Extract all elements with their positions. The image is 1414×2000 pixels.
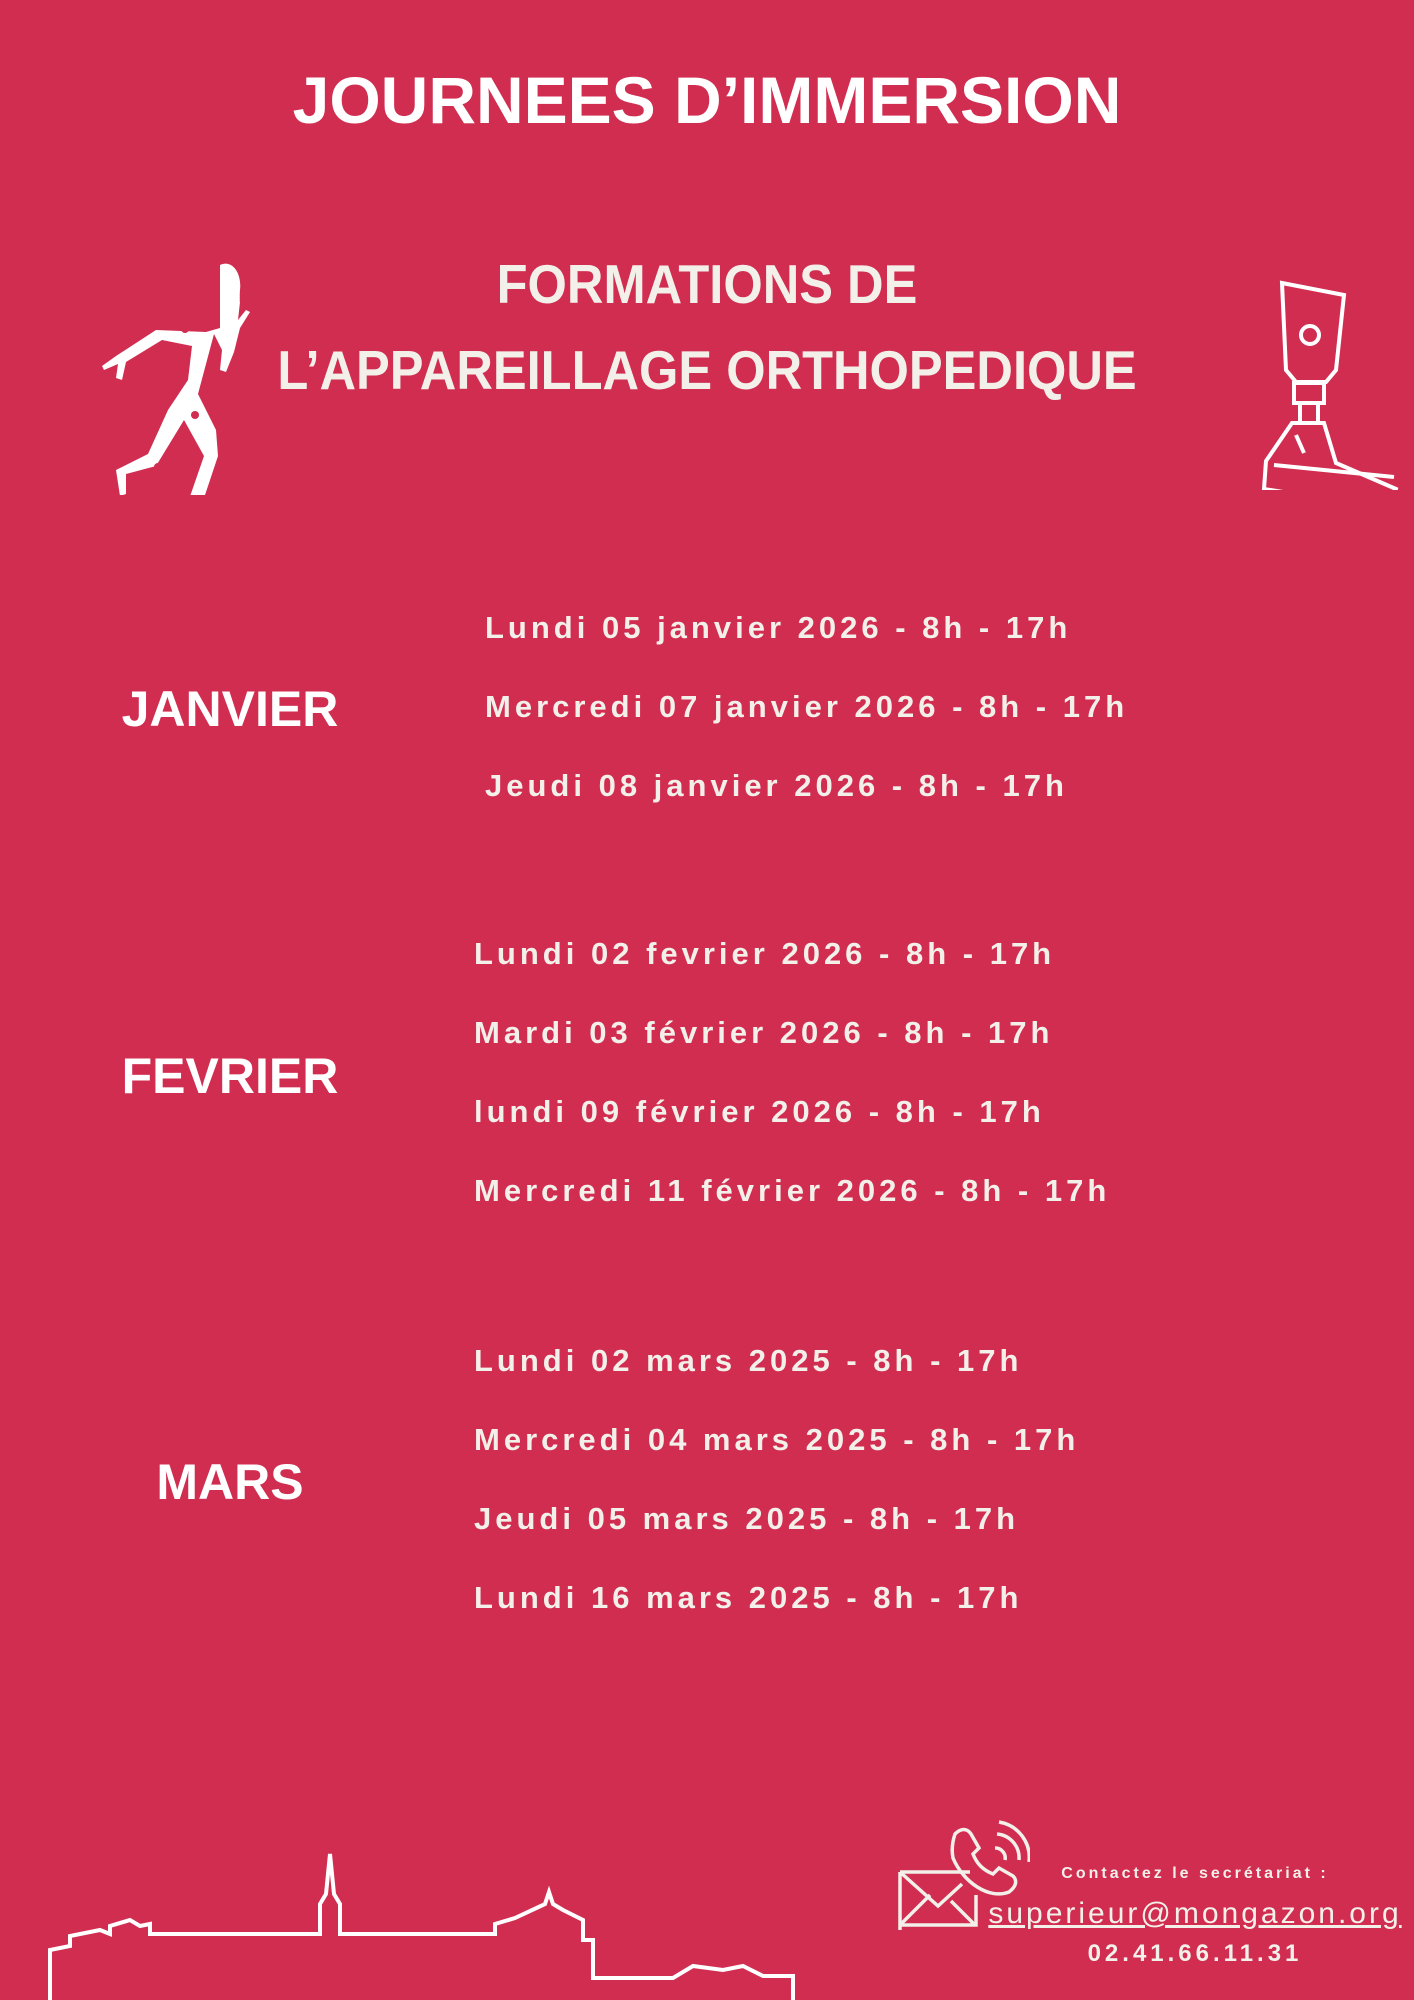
date-item: Mercredi 07 janvier 2026 - 8h - 17h bbox=[485, 689, 1129, 724]
contact-email-link[interactable]: superieur@mongazon.org bbox=[988, 1897, 1402, 1930]
city-skyline-illustration bbox=[0, 1830, 830, 2000]
contact-label: Contactez le secrétariat : bbox=[1061, 1865, 1329, 1882]
date-item: Mardi 03 février 2026 - 8h - 17h bbox=[474, 1015, 1054, 1050]
page-title: JOURNEES D’IMMERSION bbox=[292, 63, 1122, 137]
date-item: Lundi 05 janvier 2026 - 8h - 17h bbox=[485, 610, 1072, 645]
date-item: Mercredi 04 mars 2025 - 8h - 17h bbox=[474, 1422, 1080, 1457]
date-item: Lundi 16 mars 2025 - 8h - 17h bbox=[474, 1580, 1023, 1615]
date-item: Lundi 02 mars 2025 - 8h - 17h bbox=[474, 1343, 1023, 1378]
month-label: FEVRIER bbox=[121, 1048, 339, 1104]
subtitle-line-2: L’APPAREILLAGE ORTHOPEDIQUE bbox=[277, 339, 1137, 401]
date-item: Lundi 02 fevrier 2026 - 8h - 17h bbox=[474, 936, 1056, 971]
running-figure-icon bbox=[30, 255, 270, 495]
subtitle-line-1: FORMATIONS DE bbox=[496, 253, 918, 315]
date-item: Mercredi 11 février 2026 - 8h - 17h bbox=[474, 1173, 1111, 1208]
date-item: Jeudi 05 mars 2025 - 8h - 17h bbox=[474, 1501, 1020, 1536]
date-item: lundi 09 février 2026 - 8h - 17h bbox=[474, 1094, 1045, 1129]
prosthetic-leg-icon bbox=[1250, 275, 1410, 490]
month-label: MARS bbox=[156, 1454, 304, 1510]
date-item: Jeudi 08 janvier 2026 - 8h - 17h bbox=[485, 768, 1068, 803]
contact-phone[interactable]: 02.41.66.11.31 bbox=[1087, 1940, 1303, 1967]
month-label: JANVIER bbox=[121, 681, 339, 737]
